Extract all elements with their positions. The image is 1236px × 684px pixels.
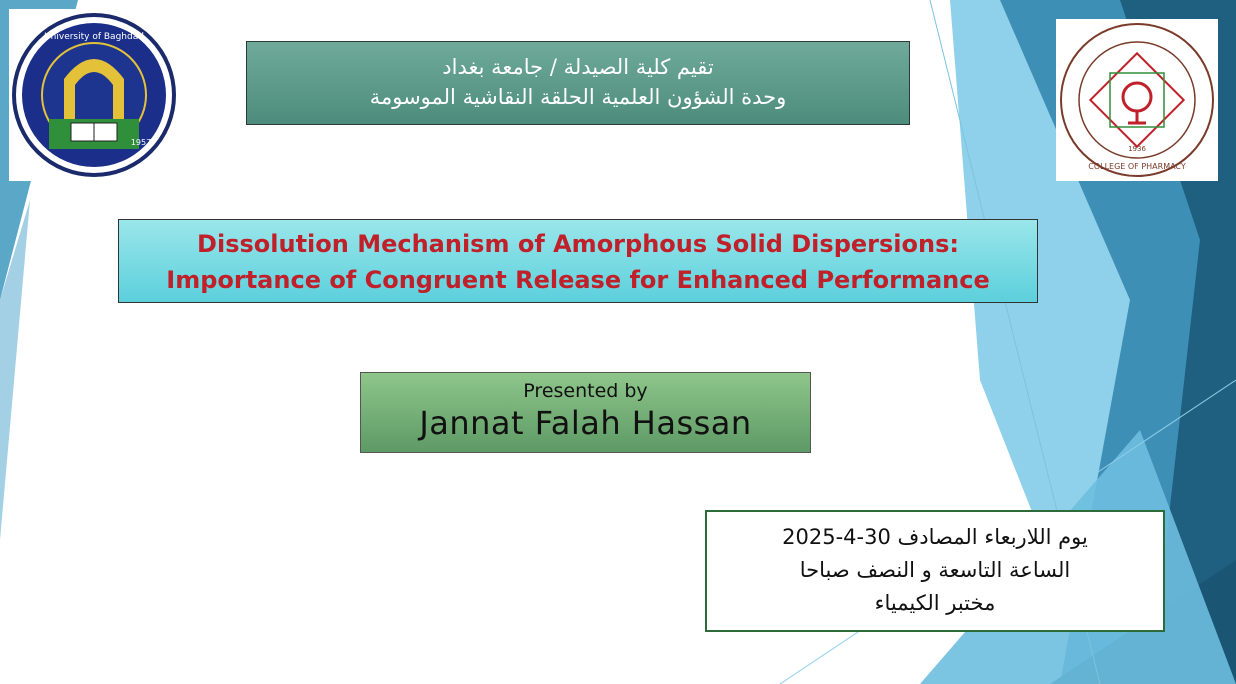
event-date: يوم اللاربعاء المصادف 30-4-2025 (782, 525, 1088, 549)
presenter-label: Presented by (523, 380, 648, 402)
header-box (246, 41, 910, 125)
presenter-name: Jannat Falah Hassan (419, 404, 752, 442)
svg-text:University of Baghdad: University of Baghdad (44, 32, 144, 42)
college-logo (1056, 19, 1218, 181)
presenter-box (360, 372, 811, 453)
title-line-2: Importance of Congruent Release for Enhanced Performance (166, 266, 990, 294)
event-location: مختبر الكيمياء (874, 591, 996, 615)
event-details-box (705, 510, 1165, 632)
university-logo (9, 9, 179, 181)
header-line-1: تقيم كلية الصيدلة / جامعة بغداد (442, 55, 714, 79)
svg-text:COLLEGE OF PHARMACY: COLLEGE OF PHARMACY (1088, 162, 1186, 171)
svg-text:1936: 1936 (1128, 145, 1146, 153)
title-line-1: Dissolution Mechanism of Amorphous Solid Dispersions: (197, 230, 959, 258)
svg-text:1957: 1957 (130, 138, 152, 147)
event-time: الساعة التاسعة و النصف صباحا (799, 558, 1071, 582)
title-box (118, 219, 1038, 303)
header-line-2: وحدة الشؤون العلمية الحلقة النقاشية الموسومة (369, 85, 787, 109)
